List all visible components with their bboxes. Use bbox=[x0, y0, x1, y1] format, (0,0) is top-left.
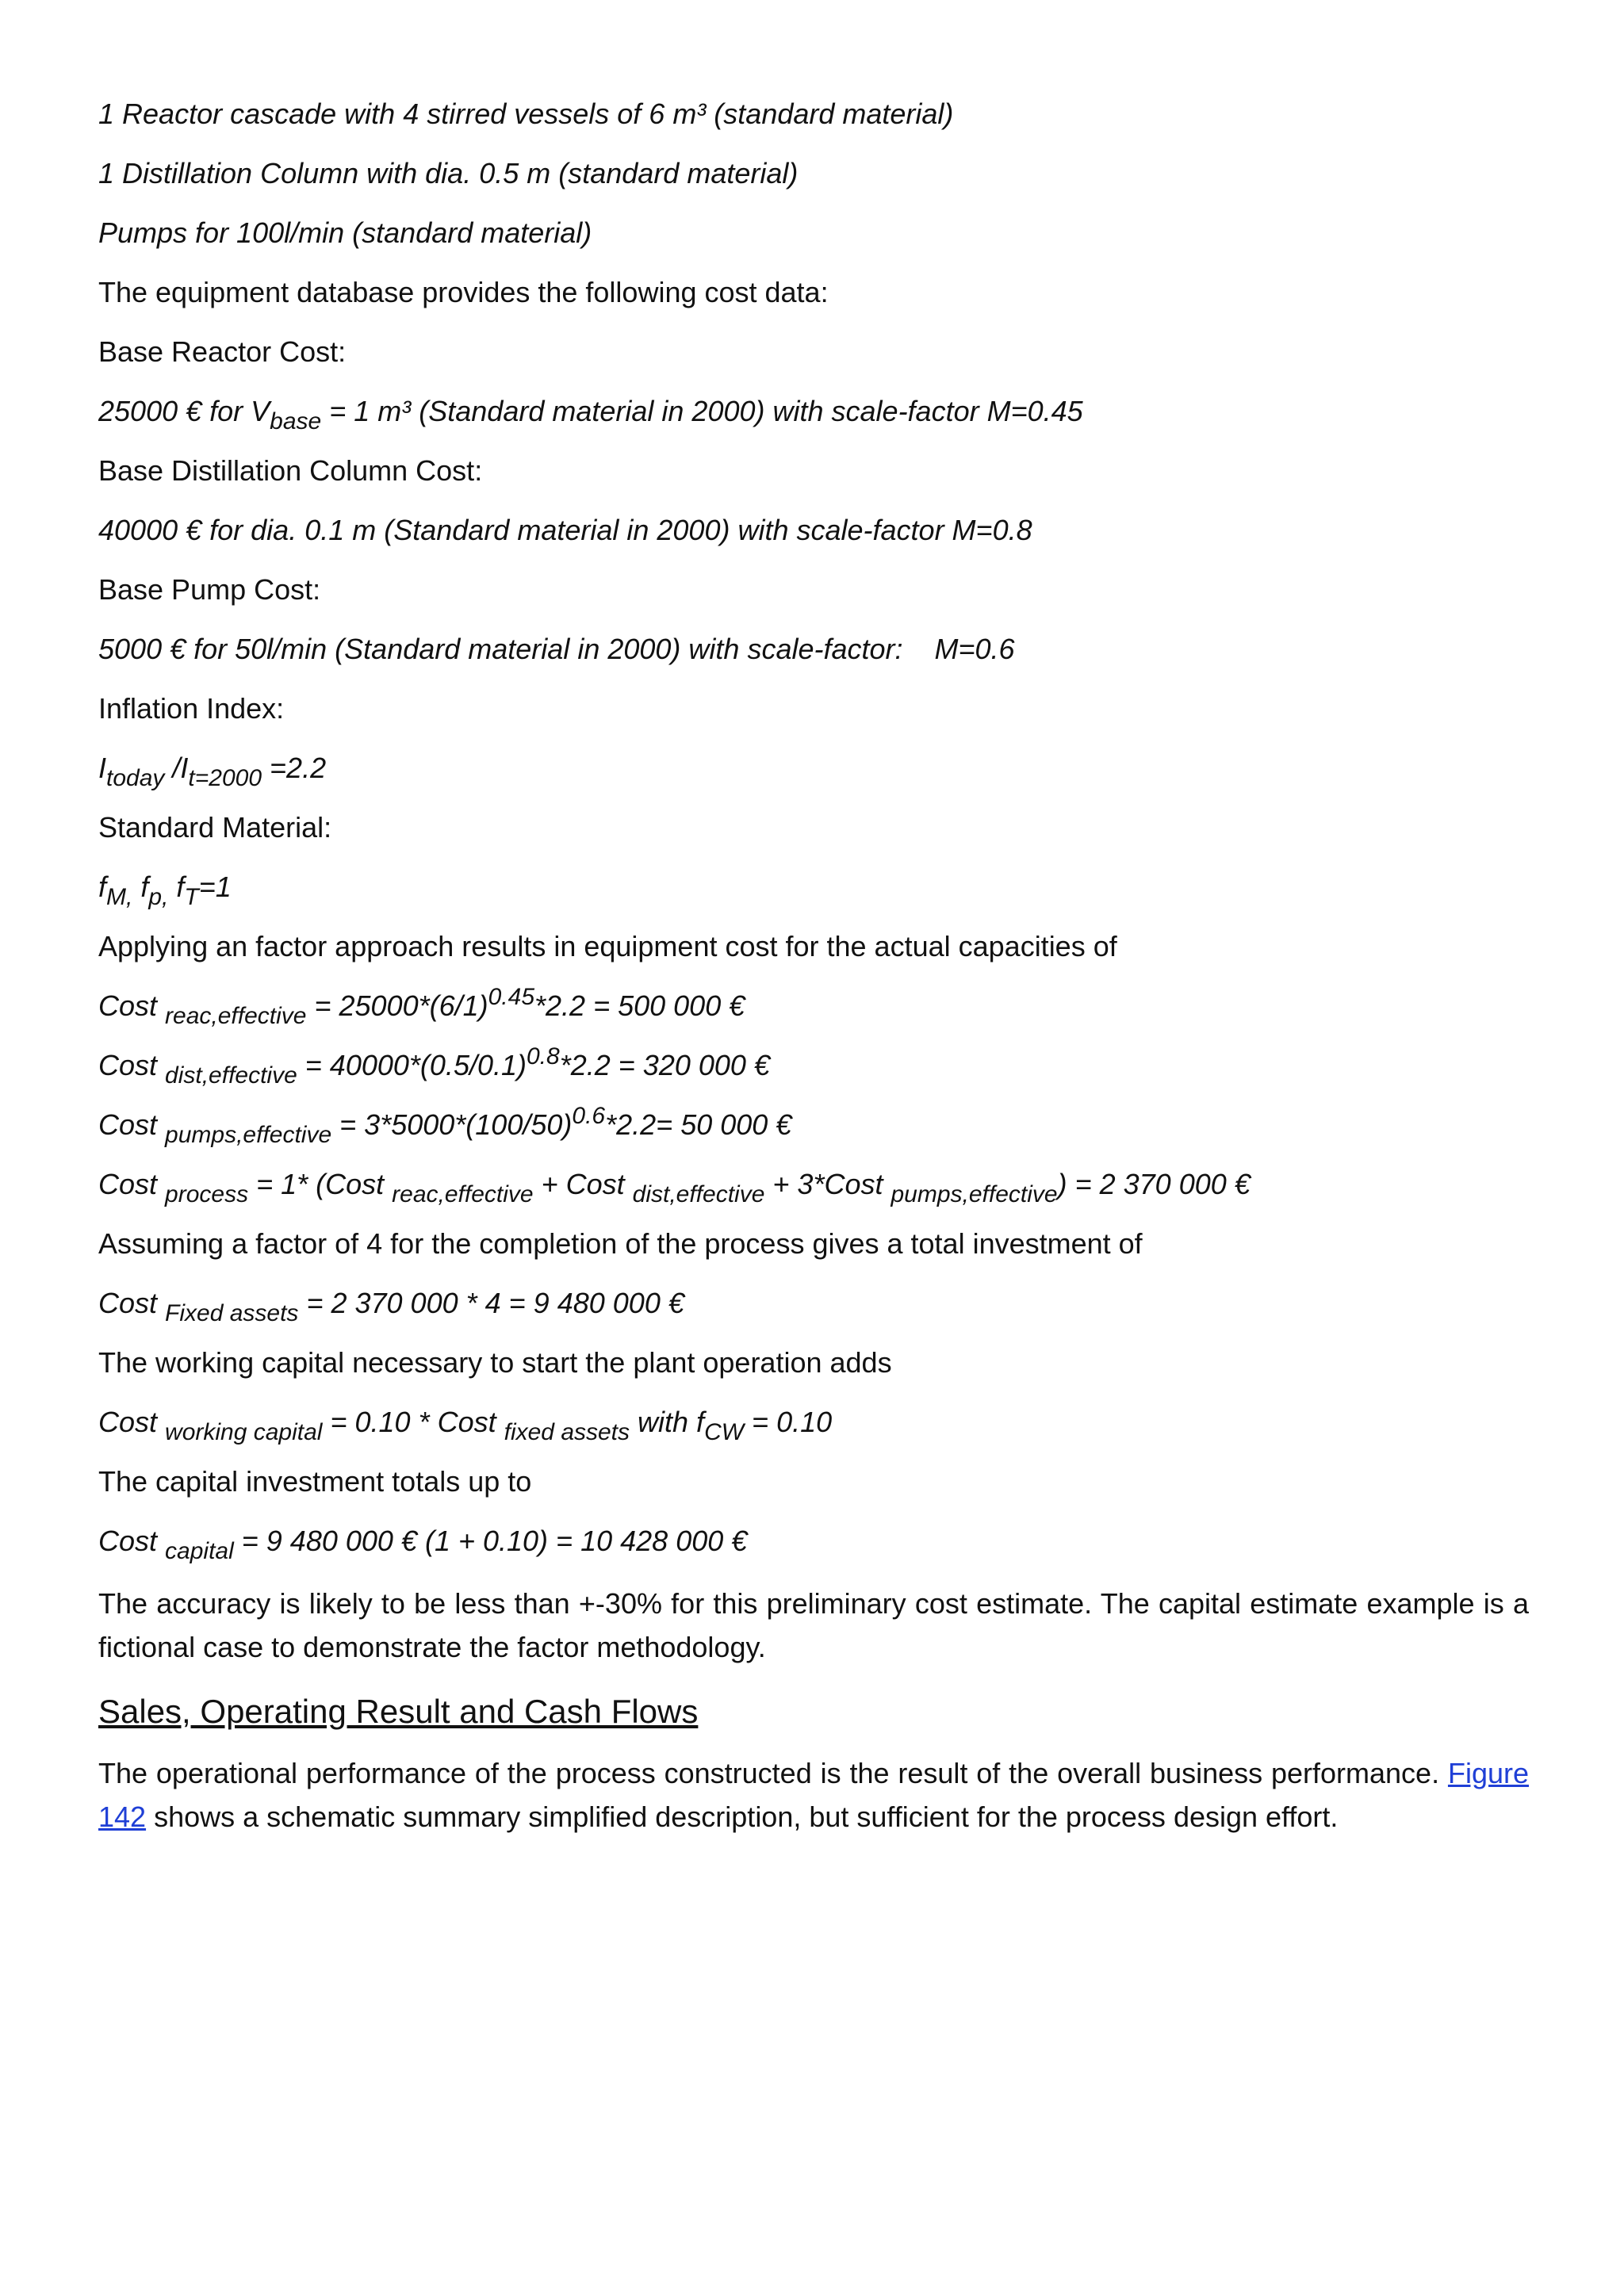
text-segment: f bbox=[132, 871, 149, 903]
text-segment: = 1 m³ (Standard material in 2000) with scale-factor M=0.45 bbox=[321, 395, 1083, 427]
cost-pumps-effective bbox=[98, 1103, 1529, 1148]
base-distillation-cost-value: 40000 € for dia. 0.1 m (Standard material in 2000) with scale-factor M=0.8 bbox=[98, 514, 1032, 546]
text-segment: The operational performance of the process constructed is the result of the overall business performance. bbox=[98, 1757, 1448, 1789]
figure-142-link[interactable]: Figure 142 bbox=[98, 1757, 1529, 1833]
text-segment: *2.2 = 500 000 € bbox=[534, 989, 745, 1022]
text-segment: = 3*5000*(100/50) bbox=[331, 1108, 573, 1141]
base-reactor-cost-label: Base Reactor Cost: bbox=[98, 335, 347, 368]
subscript: Fixed assets bbox=[165, 1300, 299, 1326]
subscript: dist,effective bbox=[632, 1181, 765, 1207]
base-pump-cost-value bbox=[98, 630, 1529, 668]
cost-dist-effective bbox=[98, 1043, 1529, 1089]
text-segment: Cost bbox=[98, 1168, 166, 1200]
text-segment: =2.2 bbox=[262, 752, 327, 784]
text-segment: = 0.10 bbox=[744, 1406, 833, 1438]
cost-capital bbox=[98, 1522, 1529, 1564]
subscript: base bbox=[270, 408, 322, 434]
closing-paragraph bbox=[98, 1751, 1529, 1839]
subscript: today bbox=[106, 765, 165, 791]
subscript: pumps,effective bbox=[891, 1181, 1058, 1207]
database-intro-line: The equipment database provides the following cost data: bbox=[98, 276, 829, 308]
section-heading: Sales, Operating Result and Cash Flows bbox=[98, 1693, 699, 1730]
accuracy-paragraph: The accuracy is likely to be less than +-30% for this preliminary cost estimate. The capital estimate example is a fictional case to demonstrate the factor methodology. bbox=[98, 1587, 1529, 1663]
completion-factor-line: Assuming a factor of 4 for the completion of the process gives a total investment of bbox=[98, 1227, 1143, 1260]
text-segment: Cost bbox=[98, 1049, 166, 1081]
superscript: 0.8 bbox=[527, 1043, 560, 1070]
subscript: T bbox=[184, 884, 199, 910]
base-distillation-cost-label: Base Distillation Column Cost: bbox=[98, 454, 483, 487]
text-segment: = 25000*(6/1) bbox=[306, 989, 488, 1022]
subscript: p, bbox=[148, 884, 169, 910]
text-segment: f bbox=[168, 871, 185, 903]
subscript: pumps,effective bbox=[165, 1122, 332, 1148]
text-segment: = 2 370 000 * 4 = 9 480 000 € bbox=[298, 1287, 684, 1319]
capital-total-line: The capital investment totals up to bbox=[98, 1465, 532, 1498]
text-segment: M=0.6 bbox=[934, 633, 1015, 665]
text-segment: /I bbox=[164, 752, 189, 784]
factor-approach-line: Applying an factor approach results in equipment cost for the actual capacities of bbox=[98, 930, 1117, 962]
text-segment: Cost bbox=[98, 1287, 166, 1319]
text-segment: Cost bbox=[98, 1406, 166, 1438]
subscript: M, bbox=[106, 884, 133, 910]
text-segment: + 3*Cost bbox=[764, 1168, 891, 1200]
text-segment: Cost bbox=[98, 1525, 166, 1557]
cost-working-capital bbox=[98, 1403, 1529, 1445]
text-segment: = 1* (Cost bbox=[248, 1168, 393, 1200]
text-segment: = 40000*(0.5/0.1) bbox=[297, 1049, 527, 1081]
text-segment: *2.2= 50 000 € bbox=[605, 1108, 792, 1141]
pumps-line: Pumps for 100l/min (standard material) bbox=[98, 216, 592, 249]
text-segment: = 9 480 000 € (1 + 0.10) = 10 428 000 € bbox=[233, 1525, 748, 1557]
standard-material-label: Standard Material: bbox=[98, 811, 332, 844]
distillation-column-line: 1 Distillation Column with dia. 0.5 m (standard material) bbox=[98, 157, 799, 189]
inflation-index-value bbox=[98, 749, 1529, 791]
document-page bbox=[98, 95, 1529, 1859]
text-segment: = 0.10 * Cost bbox=[322, 1406, 504, 1438]
reactor-cascade-line: 1 Reactor cascade with 4 stirred vessels of 6 m³ (standard material) bbox=[98, 98, 954, 130]
cost-process bbox=[98, 1165, 1529, 1207]
text-segment: shows a schematic summary simplified description, but sufficient for the process design effort. bbox=[146, 1800, 1339, 1833]
subscript: dist,effective bbox=[165, 1062, 297, 1089]
inflation-index-label: Inflation Index: bbox=[98, 692, 285, 725]
text-segment: Cost bbox=[98, 1108, 166, 1141]
text-segment: ) = 2 370 000 € bbox=[1057, 1168, 1251, 1200]
text-segment: I bbox=[98, 752, 107, 784]
text-segment: f bbox=[98, 871, 107, 903]
standard-material-factors bbox=[98, 868, 1529, 910]
text-segment: =1 bbox=[198, 871, 232, 903]
cost-reac-effective bbox=[98, 984, 1529, 1029]
subscript: CW bbox=[704, 1419, 745, 1445]
subscript: fixed assets bbox=[504, 1419, 630, 1445]
text-segment: + Cost bbox=[533, 1168, 633, 1200]
base-pump-cost-label: Base Pump Cost: bbox=[98, 573, 321, 606]
cost-fixed-assets bbox=[98, 1284, 1529, 1326]
text-segment: 25000 € for V bbox=[98, 395, 270, 427]
text-segment: *2.2 = 320 000 € bbox=[559, 1049, 770, 1081]
working-capital-line: The working capital necessary to start the plant operation adds bbox=[98, 1346, 892, 1379]
superscript: 0.6 bbox=[572, 1103, 606, 1129]
subscript: capital bbox=[165, 1538, 234, 1564]
subscript: reac,effective bbox=[165, 1003, 307, 1029]
text-segment: with f bbox=[630, 1406, 705, 1438]
base-reactor-cost-value bbox=[98, 392, 1529, 434]
text-segment: 5000 € for 50l/min (Standard material in 2000) with scale-factor: bbox=[98, 633, 903, 665]
subscript: t=2000 bbox=[188, 765, 262, 791]
subscript: reac,effective bbox=[392, 1181, 534, 1207]
subscript: process bbox=[165, 1181, 249, 1207]
superscript: 0.45 bbox=[488, 984, 535, 1010]
text-segment: Cost bbox=[98, 989, 166, 1022]
subscript: working capital bbox=[165, 1419, 323, 1445]
